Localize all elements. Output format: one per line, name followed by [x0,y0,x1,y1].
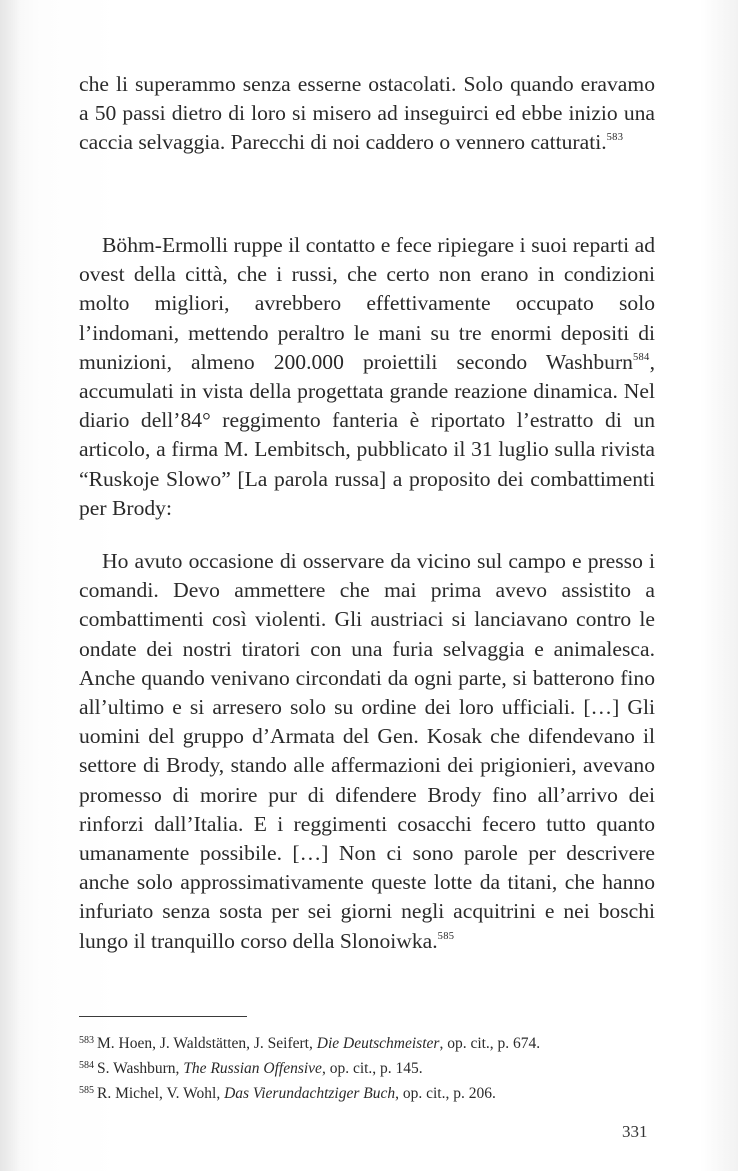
footnote-authors: R. Michel, V. Wohl, [97,1085,225,1103]
footnote-number: 584 [79,1060,94,1072]
footnote-rest: , op. cit., p. 674. [439,1035,541,1052]
footnote-title: Das Vierundachtziger Buch [224,1085,396,1103]
footnote-title: The Russian Offensive [183,1060,322,1078]
footnote-rest: , op. cit., p. 206. [395,1085,496,1103]
footnote-584 [79,1055,669,1080]
note-ref-585: 585 [437,930,455,942]
footnote-583 [79,1030,669,1055]
footnote-number: 583 [79,1035,94,1046]
footnote-separator [79,1016,247,1017]
paragraph-2-text-a: Böhm-Ermolli ruppe il contatto e fece ripiegare i suoi reparti ad ovest della città, che i russi, che certo non erano in condizioni molto migliori, avrebbero effettivamente occupato solo l’indomani, mettendo peraltro le mani su tre enormi depositi di munizioni, almeno 200.000 proiettili secondo Washburn [79,233,655,374]
footnote-rest: , op. cit., p. 145. [321,1060,423,1078]
paragraph-2-text-b: , accumulati in vista della progettata grande reazione dinamica. Nel diario dell’84° reggimento fanteria è riportato l’estratto di un articolo, a firma M. Lembitsch, pubblicato il 31 luglio sulla rivista “Ruskoje Slowo” [La parola russa] a proposito dei combattimenti per Brody: [79,349,655,520]
footnote-585 [79,1080,669,1105]
note-ref-584: 584 [632,351,650,363]
footnote-title: Die Deutschmeister [316,1035,440,1052]
page-number: 331 [622,1122,648,1141]
quotation-paragraph [79,547,655,956]
quotation-text: Ho avuto occasione di osservare da vicino sul campo e presso i comandi. Devo ammettere che mai prima avevo assistito a combattimenti così violenti. Gli austriaci si lanciavano contro le ondate dei nostri tiratori con una furia selvaggia e animalesca. Anche quando venivano circondati da ogni parte, si batterono fino all’ultimo e si arresero solo su ordine dei loro ufficiali. […] Gli uomini del gruppo d’Armata del Gen. Kosak che difendevano il settore di Brody, stando alle affermazioni dei prigionieri, avevano promesso di morire pur di difendere Brody fino all’arrivo dei rinforzi dall’Italia. E i reggimenti cosacchi fecero tutto quanto umanamente possibile. […] Non ci sono parole per descrivere anche solo approssimativamente queste lotte da titani, che hanno infuriato senza sosta per sei giorni negli acquitrini e nei boschi lungo il tranquillo corso della Slonoiwka. [79,549,655,953]
paragraph-1-text: che li superammo senza esserne ostacolati. Solo quando eravamo a 50 passi dietro di loro si misero ad inseguirci ed ebbe inizio una caccia selvaggia. Parecchi di noi caddero o vennero catturati. [79,72,655,155]
footnotes [79,1030,669,1106]
paragraph-1 [79,70,655,158]
footnote-number: 585 [79,1085,94,1097]
footnote-authors: M. Hoen, J. Waldstätten, J. Seifert, [97,1035,317,1052]
note-ref-583: 583 [606,132,624,144]
footnote-authors: S. Washburn, [97,1060,184,1078]
paragraph-2 [79,231,655,523]
gutter-shadow [0,0,20,1171]
